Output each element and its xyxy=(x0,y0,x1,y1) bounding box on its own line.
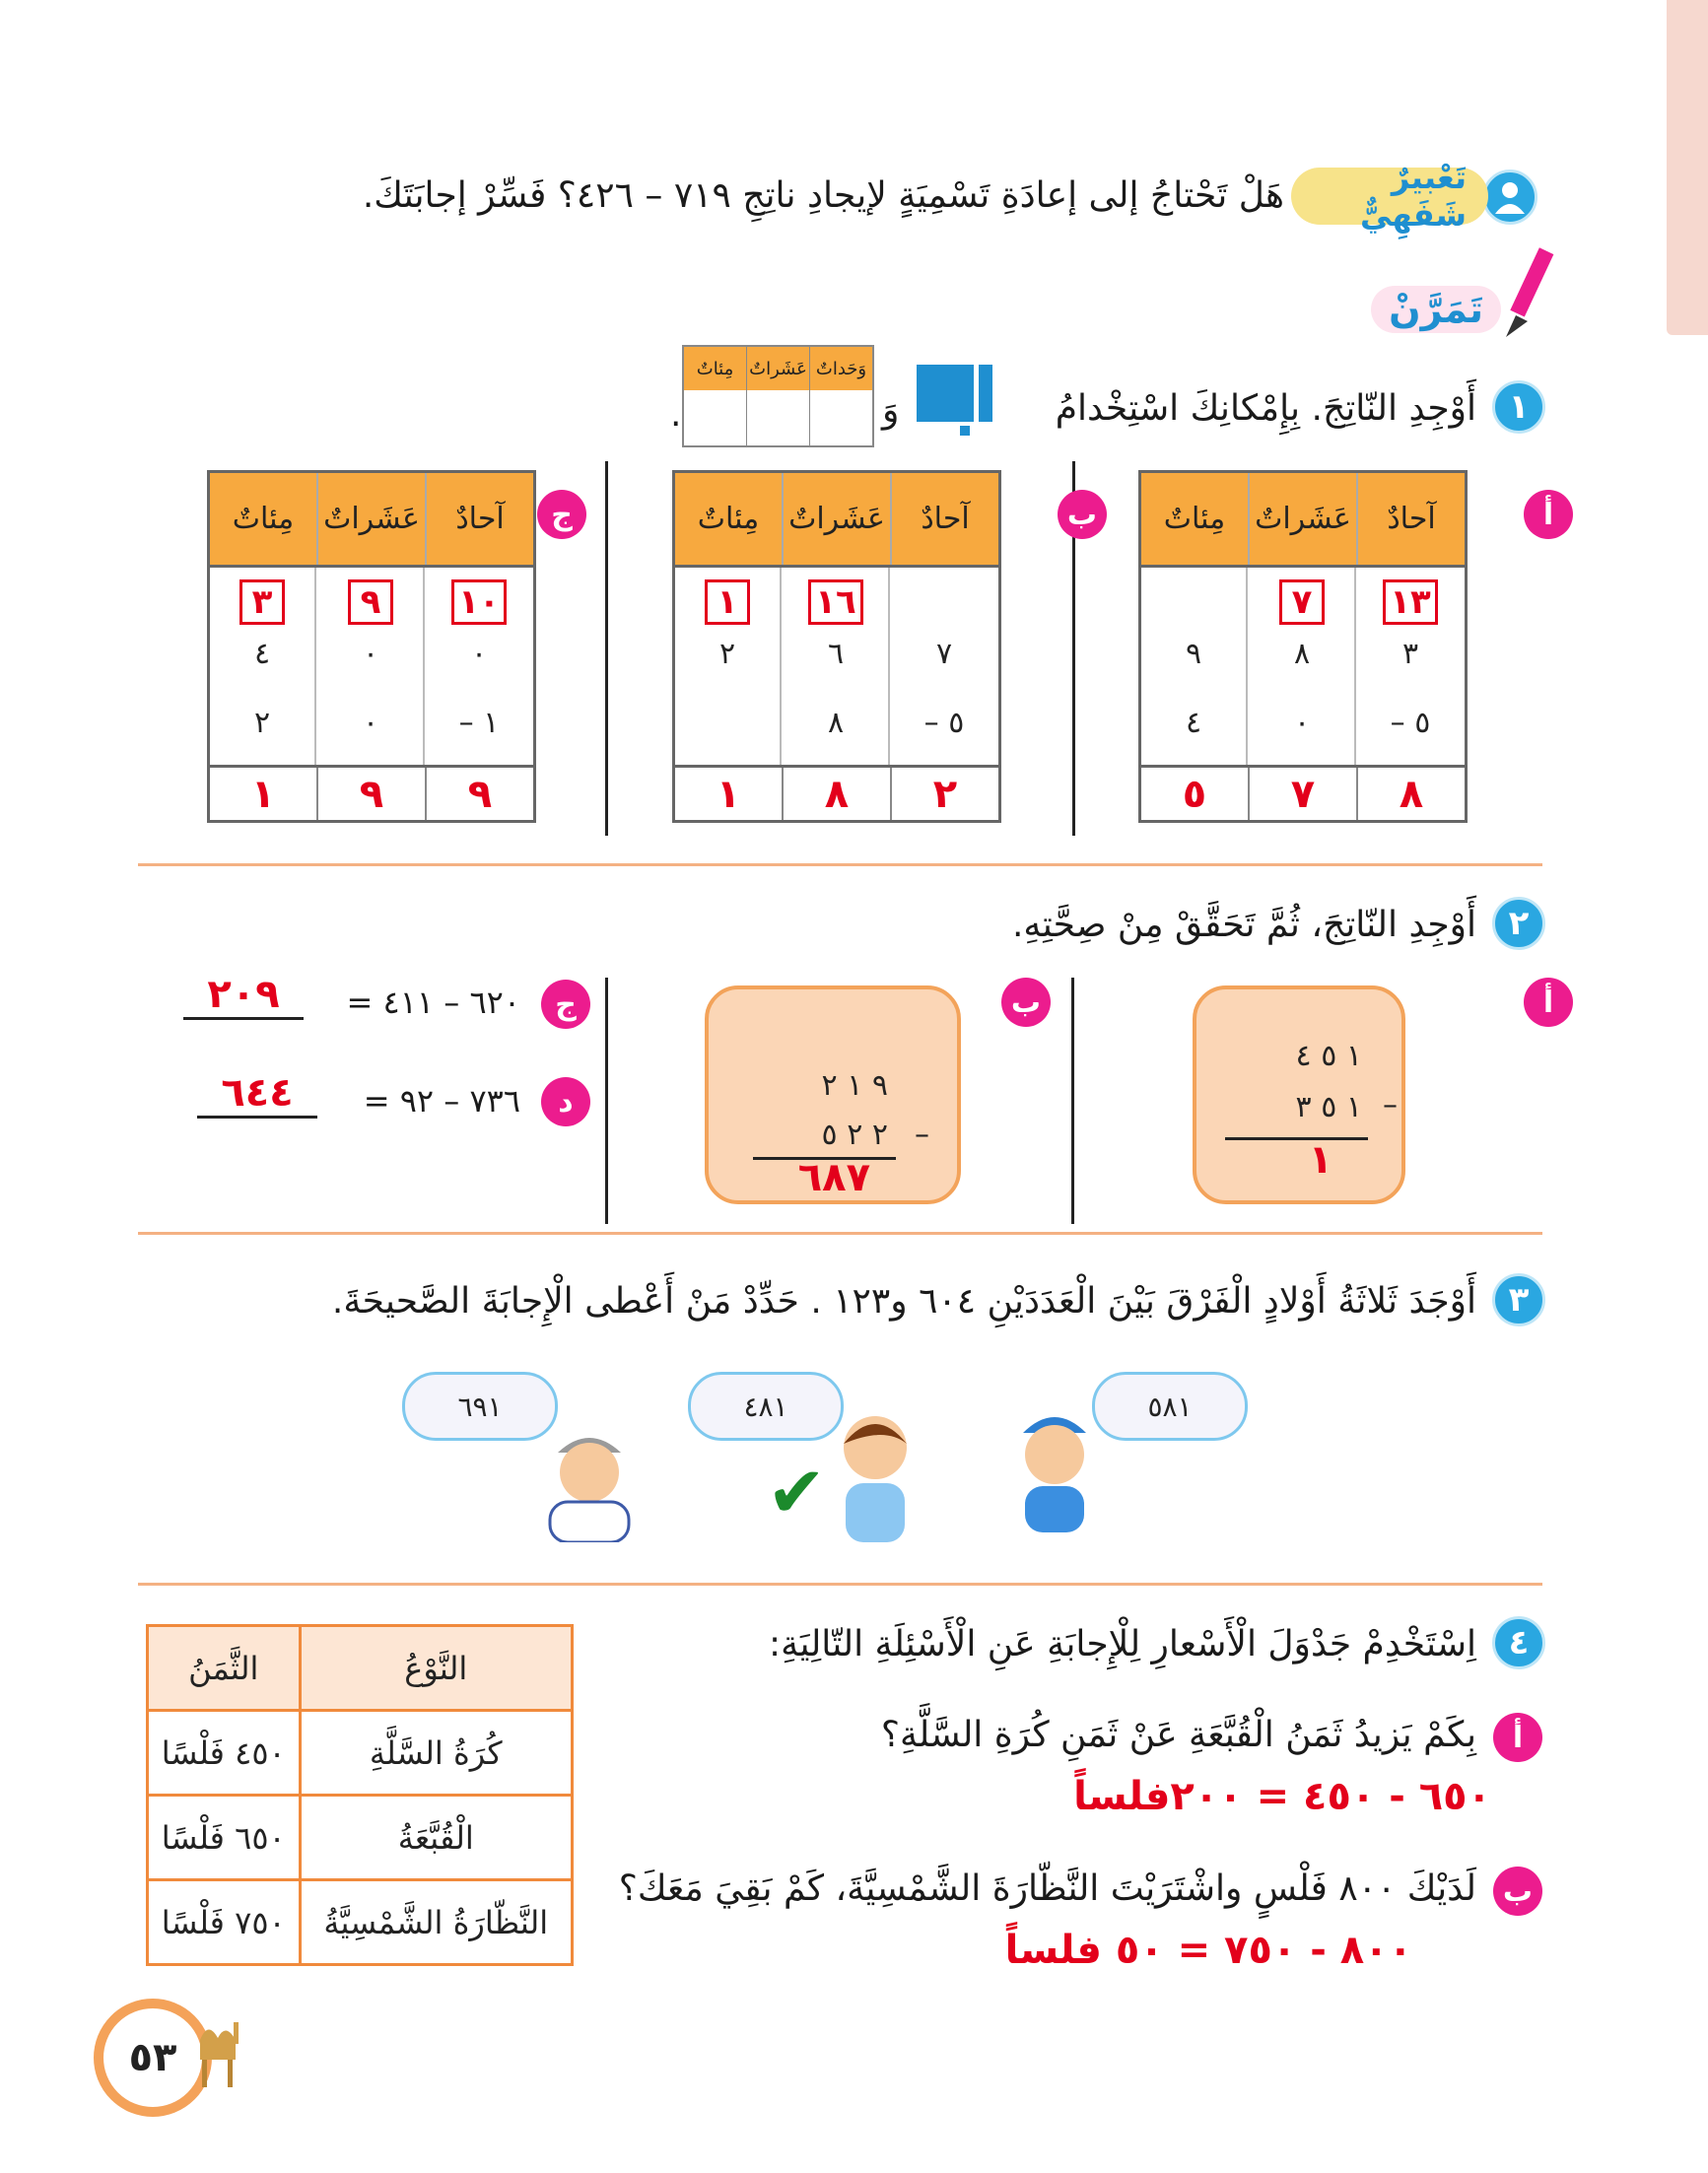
top-number: ٩ ١ ٢ xyxy=(821,1068,888,1103)
divider xyxy=(1071,978,1074,1224)
row2-tens: ٨ xyxy=(827,706,845,740)
row1-ones: ٣ xyxy=(1401,637,1419,671)
item-price: ٧٥٠ فَلْسًا xyxy=(148,1880,301,1965)
question-1-number: ١ xyxy=(1492,380,1545,434)
boy-avatar-1 xyxy=(1005,1399,1104,1532)
oral-expression-badge xyxy=(1291,159,1537,234)
row2-tens: ٠ xyxy=(1293,706,1311,740)
row2-hundreds: ٤ xyxy=(1185,706,1202,740)
mini-header-hundreds: مِئاتٌ xyxy=(696,358,734,379)
header-hundreds: مِئاتٌ xyxy=(232,502,295,536)
label-b: ب xyxy=(1058,490,1107,539)
question-1-text: أَوْجِدِ النّاتِجَ. بِإِمْكانِكَ اسْتِخْدامُ xyxy=(1055,388,1476,429)
item-name: النَّظّارَةُ الشَّمْسِيَّةُ xyxy=(300,1880,573,1965)
item-price: ٤٥٠ فَلْسًا xyxy=(148,1711,301,1796)
answer-hundreds: ١ xyxy=(250,771,276,817)
answer-c: ٢٠٩ xyxy=(183,972,304,1020)
row2-ones: ١ – xyxy=(458,706,500,740)
question-3-text: أَوْجَدَ ثَلاثَةُ أَوْلادٍ الْفَرْقَ بَيْنَ الْعَدَدَيْنِ ٦٠٤ و١٢٣ . حَدِّدْ مَنْ أَعْطى الْإِجابَةَ الصَّحيحَةَ. xyxy=(331,1281,1476,1322)
row1-tens: ٦ xyxy=(827,637,845,671)
row2-ones: ٥ – xyxy=(1390,706,1431,740)
pencil-icon xyxy=(1496,246,1555,345)
item-price: ٦٥٠ فَلْسًا xyxy=(148,1796,301,1880)
row2-hundreds: ٢ xyxy=(253,706,271,740)
oral-badge-label: تَعْبيرٌ شَفَهِيٌّ xyxy=(1291,168,1488,225)
row1-ones: ٧ xyxy=(935,637,953,671)
minus-sign: – xyxy=(915,1118,929,1152)
side-tab xyxy=(1667,0,1708,335)
row1-hundreds: ٤ xyxy=(253,637,271,671)
answer-hundreds: ٥ xyxy=(1182,771,1207,817)
page-number: ٥٣ xyxy=(94,1999,212,2117)
answer-ones: ٩ xyxy=(425,768,533,820)
speech-bubble-1: ٥٨١ xyxy=(1092,1372,1248,1441)
header-tens: عَشَراتٌ xyxy=(316,473,425,565)
header-ones: آحادٌ xyxy=(1356,473,1465,565)
question-2-text: أَوْجِدِ النّاتِجَ، ثُمَّ تَحَقَّقْ مِنْ صِحَّتِهِ. xyxy=(1011,905,1476,945)
divider xyxy=(605,978,608,1224)
place-value-table-a xyxy=(1138,470,1468,823)
header-tens: عَشَراتٌ xyxy=(782,473,890,565)
boy-avatar-3 xyxy=(540,1419,639,1542)
regroup-hundreds: ١ xyxy=(705,579,750,625)
bottom-number: ٢ ٢ ٥ xyxy=(821,1118,888,1152)
answer: ١ xyxy=(1308,1137,1332,1183)
answer-ones: ٢ xyxy=(890,768,998,820)
header-hundreds: مِئاتٌ xyxy=(697,502,760,536)
divider xyxy=(605,461,608,836)
speech-bubble-2: ٤٨١ xyxy=(688,1372,844,1441)
answer-4b: ٨٠٠ - ٧٥٠ = ٥٠ فلساً xyxy=(1004,1928,1412,1973)
label-c: ج xyxy=(537,490,586,539)
section-divider xyxy=(138,1232,1542,1235)
camel-icon xyxy=(192,2010,241,2089)
minus-sign: – xyxy=(1383,1088,1398,1122)
header-price: الثَّمَنُ xyxy=(148,1626,301,1711)
question-4b-text: لَدَيْكَ ٨٠٠ فَلْسٍ واشْتَرَيْتَ النَّظّارَةَ الشَّمْسِيَّةَ، كَمْ بَقِيَ مَعَكَ؟ xyxy=(618,1868,1476,1909)
row1-hundreds: ٢ xyxy=(718,637,736,671)
answer: ٦٨٧ xyxy=(797,1155,870,1200)
question-4-number: ٤ xyxy=(1492,1616,1545,1669)
row1-ones: ٠ xyxy=(470,637,488,671)
question-2-number: ٢ xyxy=(1492,897,1545,950)
answer-tens: ٩ xyxy=(316,768,425,820)
mini-header-ones: وَحَداتٌ xyxy=(809,347,872,390)
question-3-number: ٣ xyxy=(1492,1273,1545,1326)
section-divider xyxy=(138,863,1542,866)
table-row xyxy=(148,1796,573,1880)
label-c: ج xyxy=(541,980,590,1029)
header-type: النَّوْعُ xyxy=(300,1626,573,1711)
answer-4a: ٦٥٠ - ٤٥٠ = ٢٠٠فلساً xyxy=(1073,1774,1491,1819)
ten-rod-icon xyxy=(979,365,992,422)
regroup-hundreds: ٣ xyxy=(239,579,285,625)
regroup-tens: ١٦ xyxy=(808,579,863,625)
speech-bubble-3: ٦٩١ xyxy=(402,1372,558,1441)
place-value-table-b xyxy=(672,470,1001,823)
row1-tens: ٨ xyxy=(1293,637,1311,671)
expression-d: ٧٣٦ – ٩٢ = xyxy=(363,1082,520,1120)
row1-hundreds: ٩ xyxy=(1185,637,1202,671)
boy-avatar-2 xyxy=(826,1404,924,1542)
header-tens: عَشَراتٌ xyxy=(1248,473,1356,565)
unit-cube-icon xyxy=(960,426,970,436)
correct-check-icon: ✔ xyxy=(767,1451,827,1533)
answer-tens: ٧ xyxy=(1248,768,1356,820)
expression-c: ٦٢٠ – ٤١١ = xyxy=(346,984,520,1021)
subtraction-card-b xyxy=(705,985,961,1204)
regroup-tens: ٩ xyxy=(348,579,393,625)
oral-question: هَلْ تَحْتاجُ إلى إعادَةِ تَسْمِيَةٍ لإيجادِ ناتِجِ ٧١٩ – ٤٢٦؟ فَسِّرْ إجابَتَكَ. xyxy=(362,175,1284,216)
label-b: ب xyxy=(1493,1867,1542,1916)
header-hundreds: مِئاتٌ xyxy=(1163,502,1226,536)
price-table xyxy=(146,1624,574,1966)
place-value-table-c xyxy=(207,470,536,823)
header-ones: آحادٌ xyxy=(890,473,998,565)
row1-tens: ٠ xyxy=(362,637,379,671)
answer-hundreds: ١ xyxy=(716,771,741,817)
table-row xyxy=(148,1711,573,1796)
label-a: أ xyxy=(1493,1713,1542,1762)
regroup-ones: ١٣ xyxy=(1383,579,1438,625)
question-4-text: اِسْتَخْدِمْ جَدْوَلَ الْأَسْعارِ لِلْإِجابَةِ عَنِ الْأَسْئِلَةِ التّالِيَةِ: xyxy=(769,1624,1476,1664)
regroup-ones: ١٠ xyxy=(451,579,507,625)
label-b: ب xyxy=(1001,978,1051,1027)
item-name: الْقُبَّعَةُ xyxy=(300,1796,573,1880)
label-a: أ xyxy=(1524,978,1573,1027)
table-row xyxy=(148,1880,573,1965)
bottom-number: ١ ٥ ٣ xyxy=(1295,1090,1362,1124)
answer-ones: ٨ xyxy=(1356,768,1465,820)
header-ones: آحادٌ xyxy=(425,473,533,565)
and-label: وَ xyxy=(882,390,900,431)
answer-d: ٦٤٤ xyxy=(197,1070,317,1119)
mini-place-value-chart xyxy=(682,345,874,447)
row2-ones: ٥ – xyxy=(923,706,965,740)
row2-tens: ٠ xyxy=(362,706,379,740)
label-a: أ xyxy=(1524,490,1573,539)
item-name: كُرَةُ السَّلَّةِ xyxy=(300,1711,573,1796)
section-divider xyxy=(138,1583,1542,1586)
speaker-icon xyxy=(1482,170,1537,225)
top-number: ١ ٥ ٤ xyxy=(1295,1039,1362,1073)
base-ten-blocks-icon xyxy=(917,365,974,422)
label-d: د xyxy=(541,1077,590,1126)
practice-title: تَمَرَّنْ xyxy=(1371,286,1501,333)
mini-header-tens: عَشَراتٌ xyxy=(746,347,809,390)
subtraction-card-a xyxy=(1193,985,1405,1204)
answer-tens: ٨ xyxy=(782,768,890,820)
regroup-tens: ٧ xyxy=(1279,579,1325,625)
question-4a-text: بِكَمْ يَزيدُ ثَمَنُ الْقُبَّعَةِ عَنْ ثَمَنِ كُرَةِ السَّلَّةِ؟ xyxy=(880,1715,1476,1755)
